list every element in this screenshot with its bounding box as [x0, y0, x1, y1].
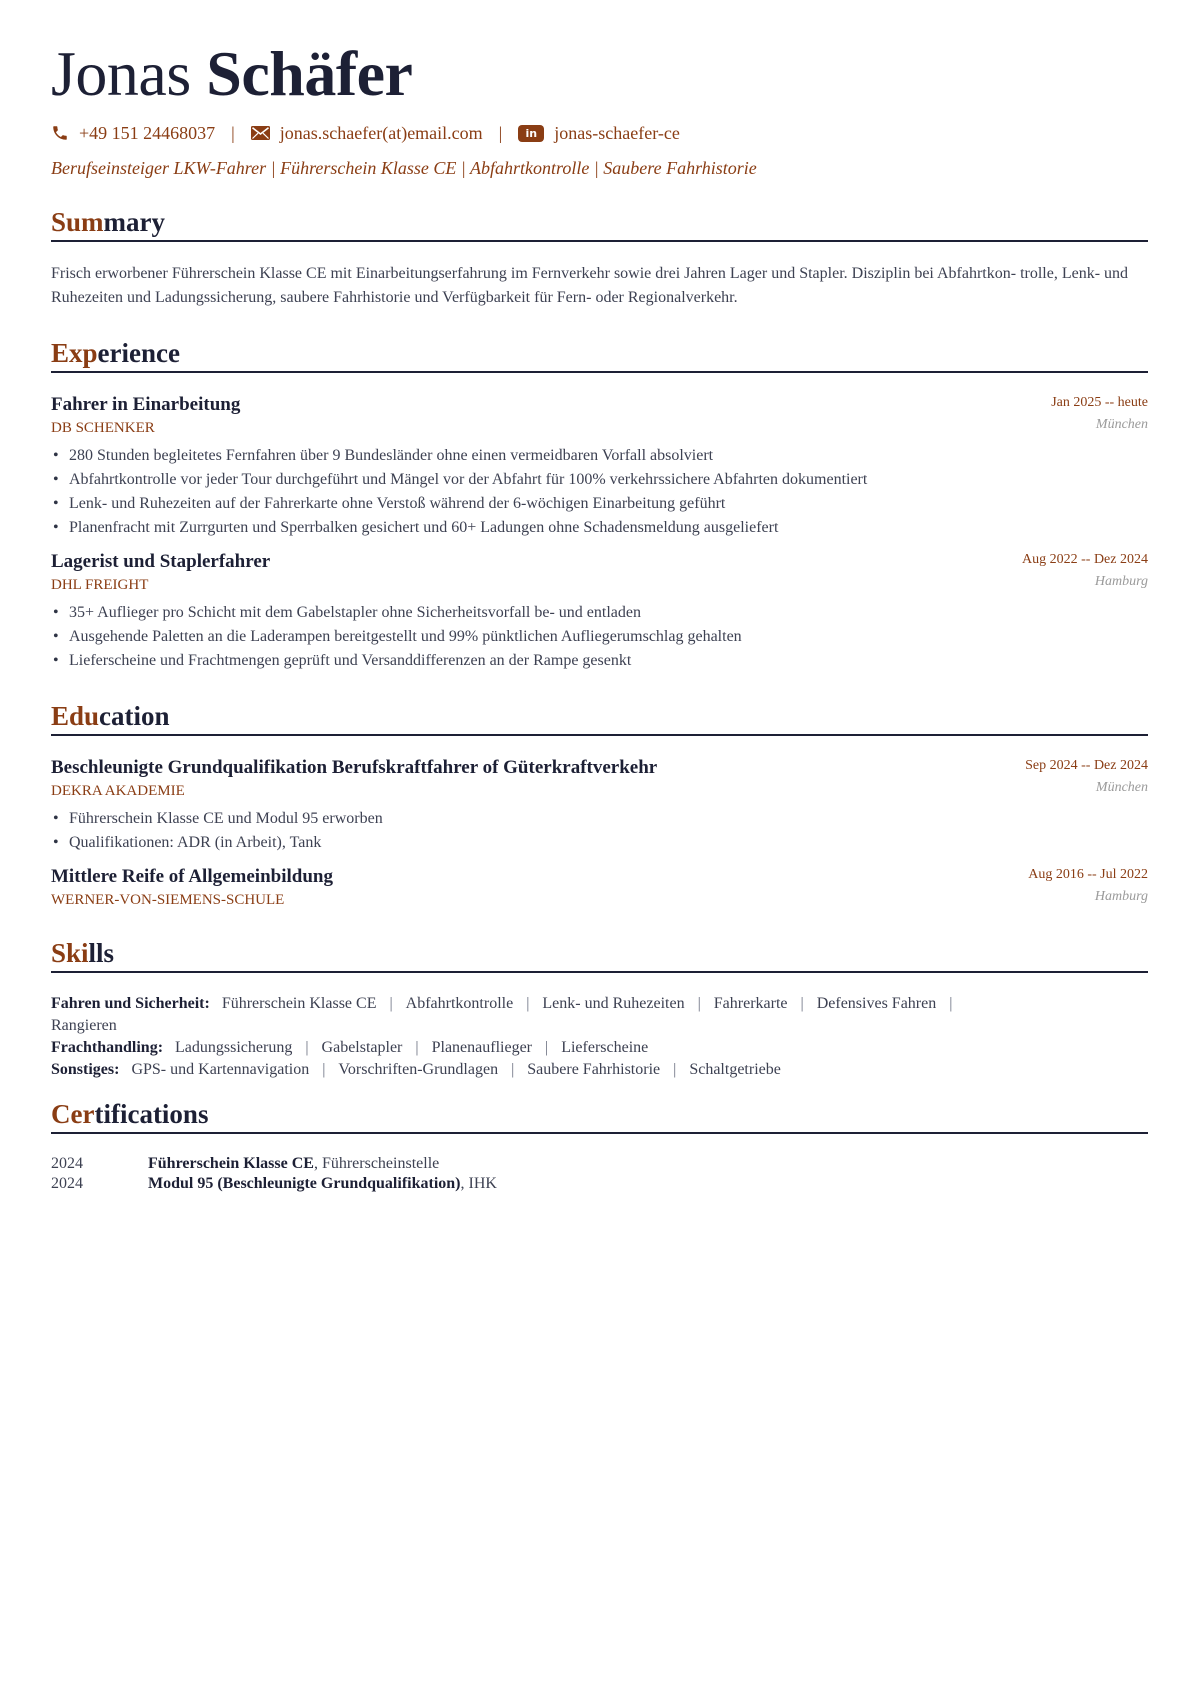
- school: DEKRA AKADEMIE: [51, 783, 185, 799]
- skill-separator: |: [673, 1061, 677, 1078]
- experience-section: [51, 338, 1148, 673]
- skill-separator: |: [949, 995, 953, 1012]
- last-name: Schäfer: [206, 38, 413, 109]
- linkedin-handle: jonas-schaefer-ce: [554, 122, 680, 143]
- degree-title: Mittlere Reife of Allgemeinbildung: [51, 866, 333, 887]
- skill-separator: |: [511, 1061, 515, 1078]
- skills-list: [51, 993, 1148, 1081]
- skill-separator: |: [697, 995, 701, 1012]
- section-title-certifications: [51, 1099, 1148, 1134]
- resume-page: [51, 38, 1148, 1194]
- skill-row: [51, 1059, 1148, 1081]
- phone-icon: [51, 124, 69, 142]
- experience-entry: [51, 550, 1148, 673]
- job-location: München: [1095, 417, 1148, 432]
- contact-separator: |: [231, 122, 235, 143]
- education-location: München: [1095, 780, 1148, 795]
- bullet-item: • 35+ Auflieger pro Schicht mit dem Gabelstapler ohne Sicherheitsvorfall be- und entladen: [51, 601, 1148, 625]
- job-dates: Jan 2025 -- heute: [1051, 395, 1148, 410]
- job-dates: Aug 2022 -- Dez 2024: [1022, 552, 1148, 567]
- education-entry: [51, 865, 1148, 910]
- section-title-experience: [51, 338, 1148, 373]
- education-dates: Sep 2024 -- Dez 2024: [1025, 758, 1148, 773]
- section-title-summary: [51, 207, 1148, 242]
- bullet-item: • Planenfracht mit Zurrgurten und Sperrbalken gesichert und 60+ Ladungen ohne Schadensmeldung ausgeliefert: [51, 516, 1148, 540]
- cert-row: [51, 1154, 1148, 1174]
- skill-separator: |: [415, 1039, 419, 1056]
- skills-section: [51, 938, 1148, 1081]
- email-address: jonas.schaefer(at)email.com: [279, 122, 483, 143]
- degree-title: Beschleunigte Grundqualifikation Berufskraftfahrer of Güterkraftverkehr: [51, 757, 658, 778]
- section-title-accent: Cer: [51, 1099, 95, 1129]
- skill-row: [51, 1037, 1148, 1059]
- skill-item: Vorschriften-Grundlagen: [338, 1061, 499, 1078]
- skill-category: Frachthandling:: [51, 1039, 164, 1056]
- skill-separator: |: [322, 1061, 326, 1078]
- phone-number: +49 151 24468037: [79, 122, 216, 143]
- skill-item: Abfahrtkontrolle: [405, 995, 514, 1012]
- envelope-icon: [251, 126, 270, 140]
- bullet-item: • Lieferscheine und Frachtmengen geprüft und Versanddifferenzen an der Rampe gesenkt: [51, 649, 1148, 673]
- contact-separator: |: [498, 122, 503, 143]
- skill-item: Planenauflieger: [431, 1039, 532, 1056]
- skill-separator: |: [800, 995, 804, 1012]
- skill-category: Fahren und Sicherheit:: [51, 995, 210, 1012]
- skill-item: Gabelstapler: [321, 1039, 403, 1056]
- education-dates: Aug 2016 -- Jul 2022: [1028, 867, 1148, 882]
- contact-linkedin[interactable]: [518, 123, 680, 144]
- skill-item: Fahrerkarte: [713, 995, 788, 1012]
- skill-item: Lenk- und Ruhezeiten: [542, 995, 685, 1012]
- education-bullets: [51, 807, 1148, 855]
- certifications-list: [51, 1154, 1148, 1194]
- section-title-rest: mary: [103, 207, 166, 237]
- cert-issuer: , IHK: [460, 1175, 497, 1192]
- cert-year: 2024: [51, 1175, 83, 1192]
- section-title-skills: [51, 938, 1148, 973]
- education-location: Hamburg: [1094, 889, 1148, 904]
- job-title: Lagerist und Staplerfahrer: [51, 551, 271, 572]
- skill-item: Ladungssicherung: [175, 1039, 293, 1056]
- linkedin-icon: in: [518, 125, 544, 142]
- bullet-item: • Führerschein Klasse CE und Modul 95 erworben: [51, 807, 1148, 831]
- skill-item: Rangieren: [51, 1017, 117, 1034]
- tagline: Berufseinsteiger LKW-Fahrer | Führerschein Klasse CE | Abfahrtkontrolle | Saubere Fahrhistorie: [51, 158, 757, 178]
- candidate-name: [51, 38, 1148, 110]
- skill-category: Sonstiges:: [51, 1061, 120, 1078]
- contact-phone[interactable]: [51, 123, 215, 144]
- school: WERNER-VON-SIEMENS-SCHULE: [51, 892, 285, 908]
- first-name: Jonas: [51, 38, 191, 109]
- section-title-rest: erience: [97, 338, 180, 368]
- section-title-accent: Edu: [51, 701, 100, 731]
- skill-row: [51, 993, 1148, 1037]
- education-entry: [51, 756, 1148, 855]
- contact-line: [51, 120, 1148, 146]
- bullet-item: • Ausgehende Paletten an die Laderampen bereitgestellt und 99% pünktlichen Aufliegerumschlag gehalten: [51, 625, 1148, 649]
- summary-text: Frisch erworbener Führerschein Klasse CE mit Einarbeitungserfahrung im Fernverkehr sowie drei Jahren Lager und Stapler. Disziplin bei Abfahrtkon- trolle, Lenk- und Ruhezeiten und Ladungssicherung, saubere Fahrhistorie und Verfügbarkeit für Fern- oder Regionalverkehr.: [51, 265, 1129, 306]
- certifications-section: [51, 1099, 1148, 1194]
- contact-email[interactable]: [251, 123, 483, 144]
- cert-year: 2024: [51, 1155, 83, 1172]
- skill-item: GPS- und Kartennavigation: [131, 1061, 310, 1078]
- skill-separator: |: [526, 995, 530, 1012]
- cert-row: [51, 1174, 1148, 1194]
- education-section: [51, 701, 1148, 910]
- job-bullets: [51, 444, 1148, 540]
- employer: DB SCHENKER: [51, 420, 155, 436]
- cert-issuer: , Führerscheinstelle: [313, 1155, 440, 1172]
- section-title-rest: tifications: [94, 1099, 209, 1129]
- section-title-accent: Sum: [51, 207, 104, 237]
- section-title-rest: lls: [88, 938, 115, 968]
- employer: DHL FREIGHT: [51, 577, 149, 593]
- skill-separator: |: [305, 1039, 309, 1056]
- skill-separator: |: [545, 1039, 549, 1056]
- skill-item: Schaltgetriebe: [689, 1061, 781, 1078]
- bullet-item: • Abfahrtkontrolle vor jeder Tour durchgeführt und Mängel vor der Abfahrt für 100% verkehrssichere Abfahrten dokumentiert: [51, 468, 1148, 492]
- section-title-accent: Ski: [51, 938, 89, 968]
- section-title-rest: cation: [99, 701, 170, 731]
- cert-title: Führerschein Klasse CE: [148, 1155, 314, 1172]
- bullet-item: • Lenk- und Ruhezeiten auf der Fahrerkarte ohne Verstoß während der 6-wöchigen Einarbeitung geführt: [51, 492, 1148, 516]
- bullet-item: • 280 Stunden begleitetes Fernfahren über 9 Bundesländer ohne einen vermeidbaren Vorfall absolviert: [51, 444, 1148, 468]
- section-title-accent: Exp: [51, 338, 98, 368]
- experience-entry: [51, 393, 1148, 540]
- section-title-education: [51, 701, 1148, 736]
- skill-item: Defensives Fahren: [816, 995, 937, 1012]
- bullet-item: • Qualifikationen: ADR (in Arbeit), Tank: [51, 831, 1148, 855]
- skill-item: Lieferscheine: [561, 1039, 649, 1056]
- skill-item: Saubere Fahrhistorie: [527, 1061, 661, 1078]
- job-bullets: [51, 601, 1148, 673]
- skill-separator: |: [389, 995, 393, 1012]
- summary-section: [51, 207, 1148, 310]
- job-title: Fahrer in Einarbeitung: [51, 394, 241, 415]
- skill-item: Führerschein Klasse CE: [221, 995, 377, 1012]
- job-location: Hamburg: [1094, 574, 1148, 589]
- cert-title: Modul 95 (Beschleunigte Grundqualifikation): [148, 1175, 461, 1192]
